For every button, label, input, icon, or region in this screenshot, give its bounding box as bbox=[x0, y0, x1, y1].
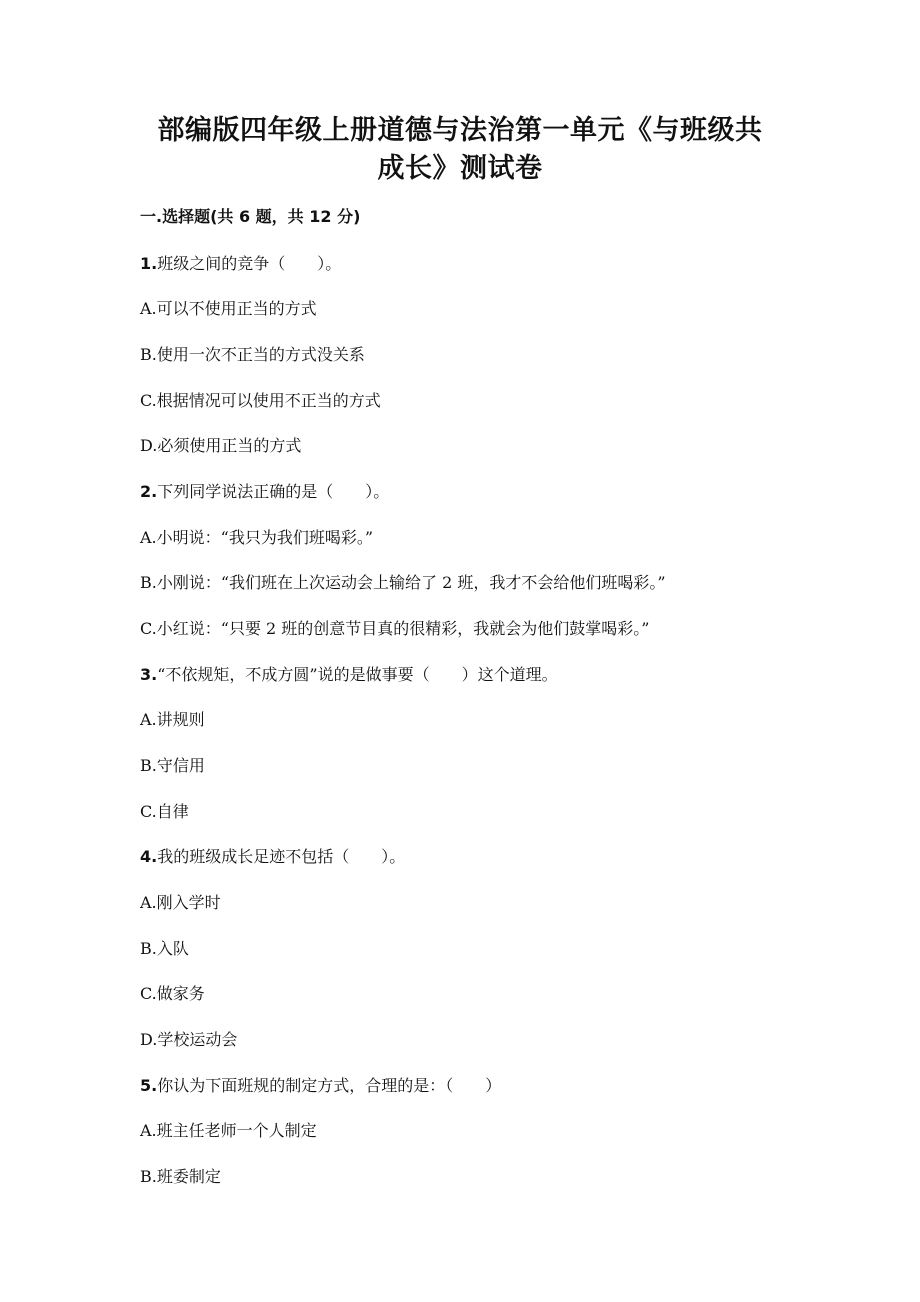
question-3 bbox=[140, 663, 558, 687]
option-1b: B.使用一次不正当的方式没关系 bbox=[140, 345, 365, 364]
option-4d: D.学校运动会 bbox=[140, 1030, 238, 1049]
document-title bbox=[130, 112, 790, 188]
option-2c: C.小红说：“只要 2 班的创意节目真的很精彩，我就会为他们鼓掌喝彩。” bbox=[140, 619, 650, 638]
question-text: 你认为下面班规的制定方式，合理的是：（ ） bbox=[157, 1076, 502, 1095]
title-line-1: 部编版四年级上册道德与法治第一单元《与班级共 bbox=[157, 115, 763, 146]
option-3a: A.讲规则 bbox=[140, 710, 205, 729]
option-1a: A.可以不使用正当的方式 bbox=[140, 299, 317, 318]
question-number: 3. bbox=[140, 665, 158, 684]
option-3c: C.自律 bbox=[140, 802, 189, 821]
option-5a: A.班主任老师一个人制定 bbox=[140, 1121, 317, 1140]
question-number: 1. bbox=[140, 254, 158, 273]
option-1d: D.必须使用正当的方式 bbox=[140, 436, 302, 455]
option-1c: C.根据情况可以使用不正当的方式 bbox=[140, 391, 381, 410]
question-4 bbox=[140, 845, 405, 869]
section-heading: 一.选择题(共 6 题，共 12 分) bbox=[140, 207, 361, 226]
option-4b: B.入队 bbox=[140, 939, 189, 958]
title-line-2: 成长》测试卷 bbox=[377, 153, 543, 184]
question-text: “不依规矩，不成方圆”说的是做事要（ ）这个道理。 bbox=[157, 665, 558, 684]
option-2b: B.小刚说：“我们班在上次运动会上输给了 2 班，我才不会给他们班喝彩。” bbox=[140, 573, 666, 592]
question-text: 下列同学说法正确的是（ ）。 bbox=[157, 482, 390, 501]
question-2 bbox=[140, 480, 389, 504]
question-text: 班级之间的竞争（ ）。 bbox=[157, 254, 342, 273]
question-text: 我的班级成长足迹不包括（ ）。 bbox=[157, 847, 406, 866]
question-5 bbox=[140, 1074, 501, 1098]
option-5b: B.班委制定 bbox=[140, 1167, 221, 1186]
question-number: 2. bbox=[140, 482, 158, 501]
question-number: 4. bbox=[140, 847, 158, 866]
option-4c: C.做家务 bbox=[140, 984, 205, 1003]
option-2a: A.小明说：“我只为我们班喝彩。” bbox=[140, 528, 374, 547]
option-3b: B.守信用 bbox=[140, 756, 205, 775]
question-1 bbox=[140, 252, 341, 276]
option-4a: A.刚入学时 bbox=[140, 893, 221, 912]
question-number: 5. bbox=[140, 1076, 158, 1095]
